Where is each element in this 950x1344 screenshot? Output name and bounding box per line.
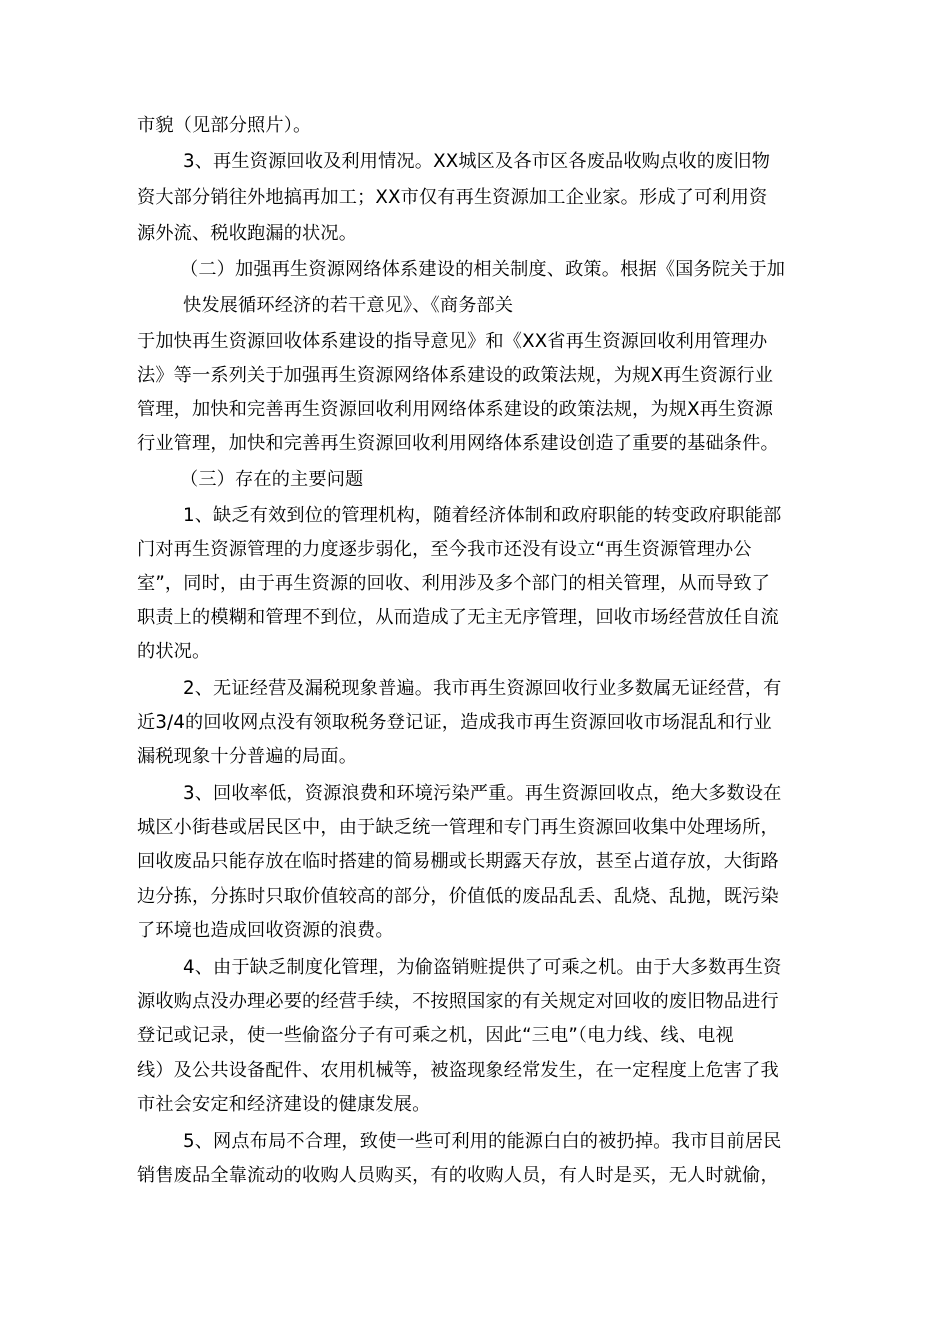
paragraph-start-line: 5、网点布局不合理，致使一些可利用的能源白白的被扔掉。我市目前居民: [183, 1131, 782, 1152]
text-line: 快发展循环经济的若干意见》、《商务部关: [183, 295, 514, 316]
text-line: 线）及公共设备配件、农用机械等，被盗现象经常发生，在一定程度上危害了我: [137, 1060, 779, 1081]
paragraph-start-line: 3、再生资源回收及利用情况。XX城区及各市区各废品收购点收的废旧物: [183, 151, 771, 172]
text-line: 职责上的模糊和管理不到位，从而造成了无主无序管理，回收市场经营放任自流: [137, 607, 779, 628]
text-line: 室”，同时，由于再生资源的回收、利用涉及多个部门的相关管理，从而导致了: [137, 573, 771, 594]
text-line: 门对再生资源管理的力度逐步弱化，至今我市还没有设立“再生资源管理办公: [137, 539, 752, 560]
paragraph-start-line: 1、缺乏有效到位的管理机构，随着经济体制和政府职能的转变政府职能部: [183, 505, 782, 526]
text-line: 市貌（见部分照片）。: [137, 115, 312, 136]
paragraph-start-line: 3、回收率低，资源浪费和环境污染严重。再生资源回收点，绝大多数设在: [183, 783, 782, 804]
text-line: 近3/4的回收网点没有领取税务登记证，造成我市再生资源回收市场混乱和行业: [137, 712, 772, 733]
text-line: 资大部分销往外地搞再加工；XX市仅有再生资源加工企业家。形成了可利用资: [137, 187, 768, 208]
paragraph-start-line: 4、由于缺乏制度化管理，为偷盗销赃提供了可乘之机。由于大多数再生资: [183, 957, 782, 978]
text-line: 行业管理，加快和完善再生资源回收利用网络体系建设创造了重要的基础条件。: [137, 433, 779, 454]
text-line: 源收购点没办理必要的经营手续，不按照国家的有关规定对回收的废旧物品进行: [137, 991, 779, 1012]
paragraph-start-line: 2、无证经营及漏税现象普遍。我市再生资源回收行业多数属无证经营，有: [183, 678, 782, 699]
text-line: 漏税现象十分普遍的局面。: [137, 746, 358, 767]
text-line: 的状况。: [137, 641, 211, 662]
text-line: 于加快再生资源回收体系建设的指导意见》和《XX省再生资源回收利用管理办: [137, 331, 768, 352]
text-line: 了环境也造成回收资源的浪费。: [137, 920, 394, 941]
text-line: 城区小街巷或居民区中，由于缺乏统一管理和专门再生资源回收集中处理场所，: [137, 817, 779, 838]
section-heading-line: （二）加强再生资源网络体系建设的相关制度、政策。根据《国务院关于加: [180, 259, 786, 280]
text-line: 管理，加快和完善再生资源回收利用网络体系建设的政策法规，为规X再生资源: [137, 399, 774, 420]
text-line: 源外流、税收跑漏的状况。: [137, 223, 358, 244]
text-line: 市社会安定和经济建设的健康发展。: [137, 1094, 431, 1115]
section-heading-line: （三）存在的主要问题: [180, 469, 364, 490]
text-line: 登记或记录，使一些偷盗分子有可乘之机，因此“三电”（电力线、线、电视: [137, 1025, 734, 1046]
text-line: 销售废品全靠流动的收购人员购买，有的收购人员，有人时是买，无人时就偷，: [137, 1165, 779, 1186]
text-line: 法》等一系列关于加强再生资源网络体系建设的政策法规，为规X再生资源行业: [137, 365, 774, 386]
text-line: 回收废品只能存放在临时搭建的简易棚或长期露天存放，甚至占道存放，大街路: [137, 851, 779, 872]
text-line: 边分拣，分拣时只取价值较高的部分，价值低的废品乱丢、乱烧、乱抛，既污染: [137, 886, 779, 907]
